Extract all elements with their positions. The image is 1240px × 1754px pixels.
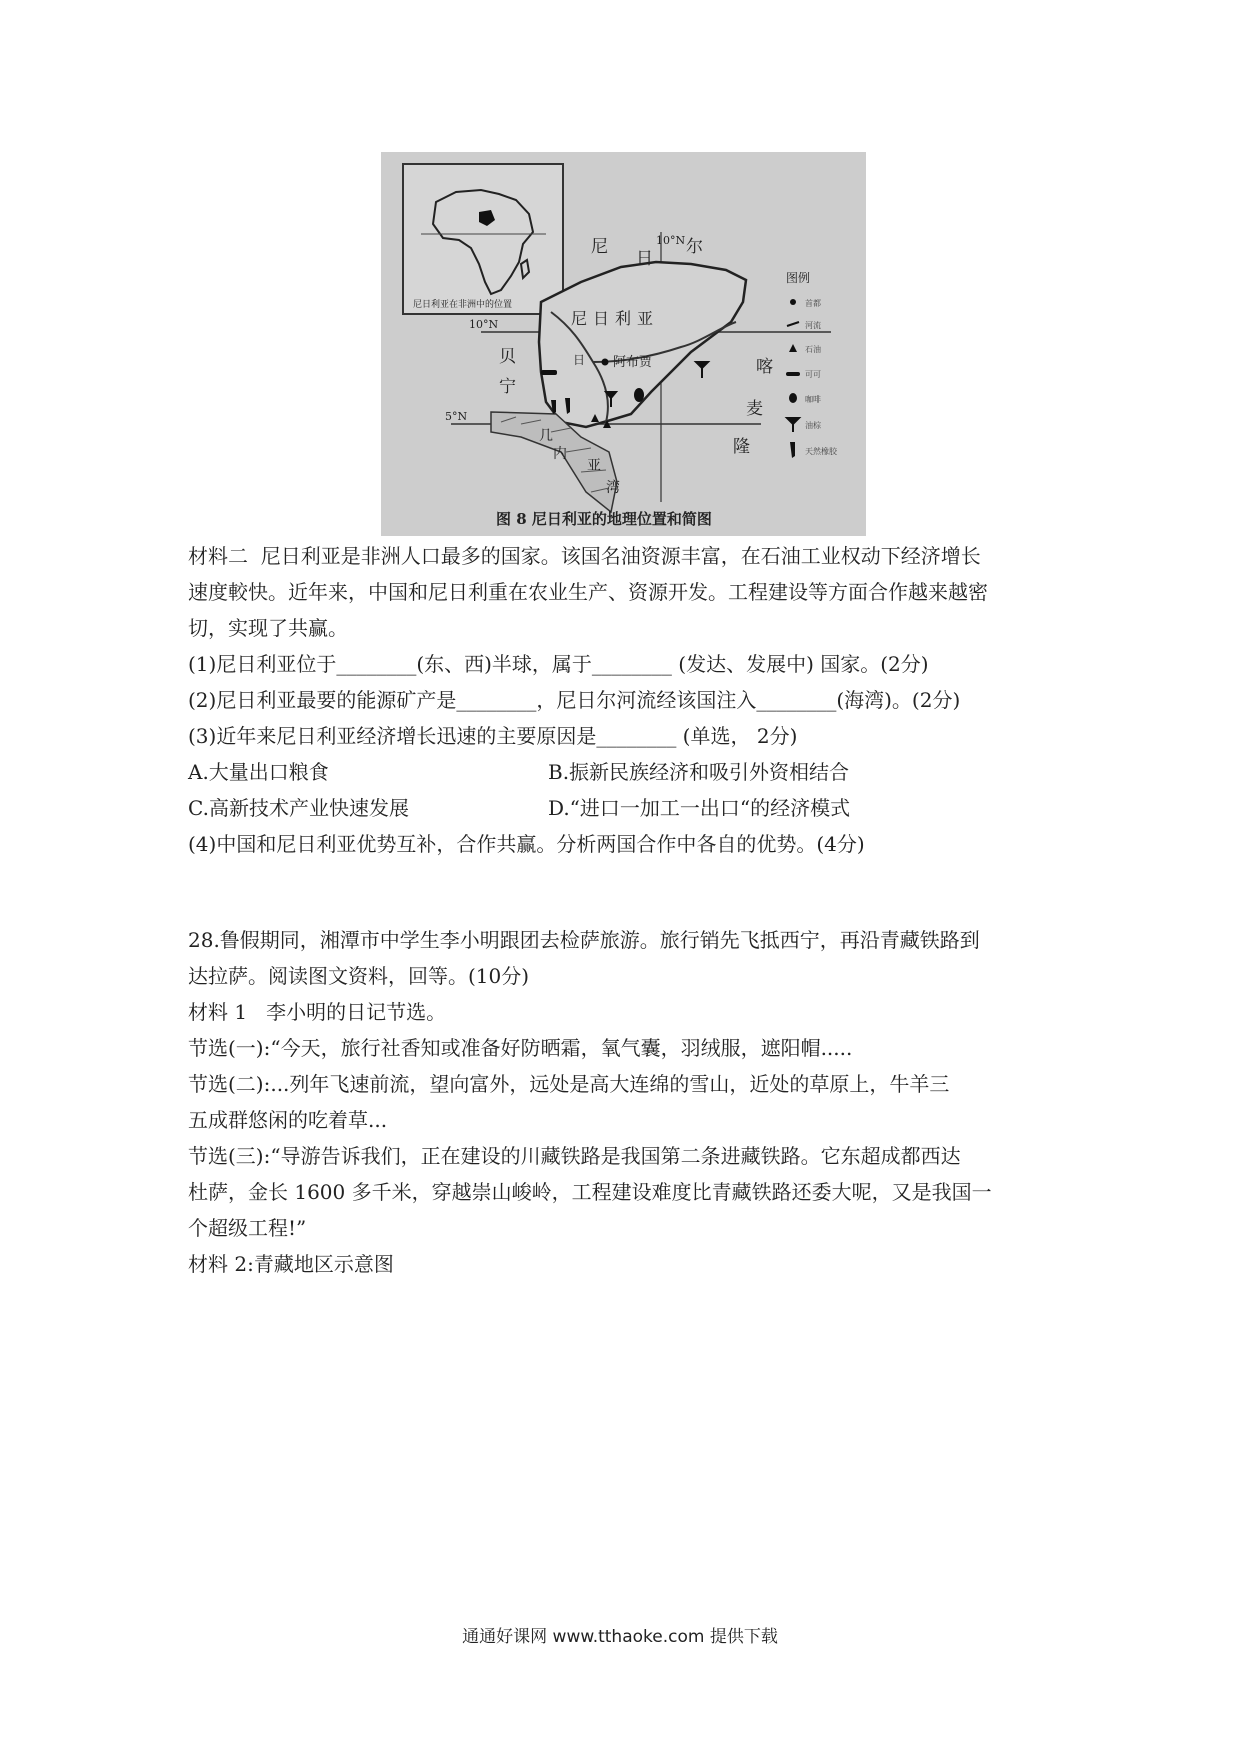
label-ka: 喀 [756, 357, 773, 377]
label-nei: 内 [553, 446, 567, 462]
label-ri-river: 日 [573, 353, 586, 367]
legend-title: 图例 [786, 271, 811, 285]
options-row-2 [188, 790, 1068, 826]
question-2: (2)尼日利亚最要的能源矿产是________，尼日尔河流经该国注入________(海湾)。(2分) [188, 688, 961, 712]
legend-item-river: 河流 [805, 321, 821, 330]
q28-material-1-title: 材料 1 李小明的日记节选。 [188, 1000, 447, 1024]
label-ri: 日 [636, 249, 653, 269]
legend-item-coffee: 咖啡 [805, 395, 821, 404]
coffee-symbol [634, 388, 644, 402]
q28-diary-excerpt-3a: 节选(三):“导游告诉我们，正在建设的川藏铁路是我国第二条进藏铁路。它东超成都西达 [188, 1144, 961, 1168]
legend-item-oil: 石油 [805, 345, 821, 354]
label-nigeria: 尼日利亚 [571, 309, 660, 328]
africa-inset [403, 164, 563, 314]
question-28-block [188, 922, 1068, 1282]
label-ji: 几 [539, 428, 553, 444]
legend-item-capital: 首都 [805, 299, 821, 308]
q28-line-2: 达拉萨。阅读图文资料，回等。(10分) [188, 964, 530, 988]
material2-line-3: 切，实现了共赢。 [188, 616, 348, 640]
label-mai: 麦 [746, 399, 763, 419]
nigeria-map-figure [381, 152, 866, 536]
label-ning: 宁 [499, 377, 516, 397]
label-ya: 亚 [587, 458, 601, 474]
capital-dot [602, 359, 609, 366]
options-row-1 [188, 754, 1068, 790]
q28-diary-excerpt-3b: 杜萨，金长 1600 多千米，穿越崇山峻岭，工程建设难度比青藏铁路还委大呢，又是我国一 [188, 1180, 992, 1204]
option-d: D.“进口一加工一出口“的经济模式 [548, 796, 851, 820]
label-abuja: 阿布贾 [613, 355, 653, 370]
q28-material-2-title: 材料 2:青藏地区示意图 [188, 1252, 394, 1276]
legend-item-rubber: 天然橡胶 [805, 447, 837, 456]
legend-item-cocoa: 可可 [805, 370, 821, 379]
label-er: 尔 [686, 237, 703, 257]
lat-10n-top-label: 10°N [656, 234, 686, 247]
figure-caption: 图 8 尼日利亚的地理位置和简图 [496, 510, 712, 528]
option-c: C.高新技术产业快速发展 [188, 796, 409, 820]
label-ni: 尼 [591, 237, 608, 257]
question-1: (1)尼日利亚位于________(东、西)半球，属于________ (发达、发展中) 国家。(2分) [188, 652, 929, 676]
material2-block [188, 538, 1068, 862]
q28-diary-excerpt-3c: 个超级工程!” [188, 1216, 307, 1240]
label-wan: 湾 [606, 480, 620, 496]
label-long: 隆 [733, 437, 750, 457]
material2-line-2: 速度較快。近年来，中国和尼日利重在农业生产、资源开发。工程建设等方面合作越来越密 [188, 580, 988, 604]
question-3: (3)近年来尼日利亚经济增长迅速的主要原因是________ (单选， 2分) [188, 724, 798, 748]
option-b: B.振新民族经济和吸引外资相结合 [548, 760, 850, 784]
page-footer: 通通好课网 www.tthaoke.com 提供下载 [462, 1627, 778, 1647]
lat-5n-label: 5°N [445, 410, 468, 423]
lat-10n-left-label: 10°N [469, 318, 499, 331]
cocoa-symbol [541, 370, 557, 375]
question-4: (4)中国和尼日利亚优势互补，合作共赢。分析两国合作中各自的优势。(4分) [188, 832, 865, 856]
legend-item-palm: 油棕 [805, 421, 821, 430]
q28-diary-excerpt-2b: 五成群悠闲的吃着草... [188, 1108, 388, 1132]
label-bei: 贝 [499, 347, 516, 367]
option-a: A.大量出口粮食 [188, 760, 329, 784]
q28-diary-excerpt-2a: 节选(二):...列年飞速前流，望向富外，远处是高大连绵的雪山，近处的草原上，牛羊三 [188, 1072, 950, 1096]
q28-diary-excerpt-1: 节选(一):“今天，旅行社香知或准备好防晒霜，氧气囊，羽绒服，遮阳帽..... [188, 1036, 853, 1060]
material2-line-1: 材料二 尼日利亚是非洲人口最多的国家。该国名油资源丰富，在石油工业权动下经济增长 [188, 544, 981, 568]
q28-line-1: 28.鲁假期同，湘潭市中学生李小明跟团去检萨旅游。旅行销先飞抵西宁，再沿青藏铁路到 [188, 928, 980, 952]
inset-caption: 尼日利亚在非洲中的位置 [413, 300, 513, 310]
